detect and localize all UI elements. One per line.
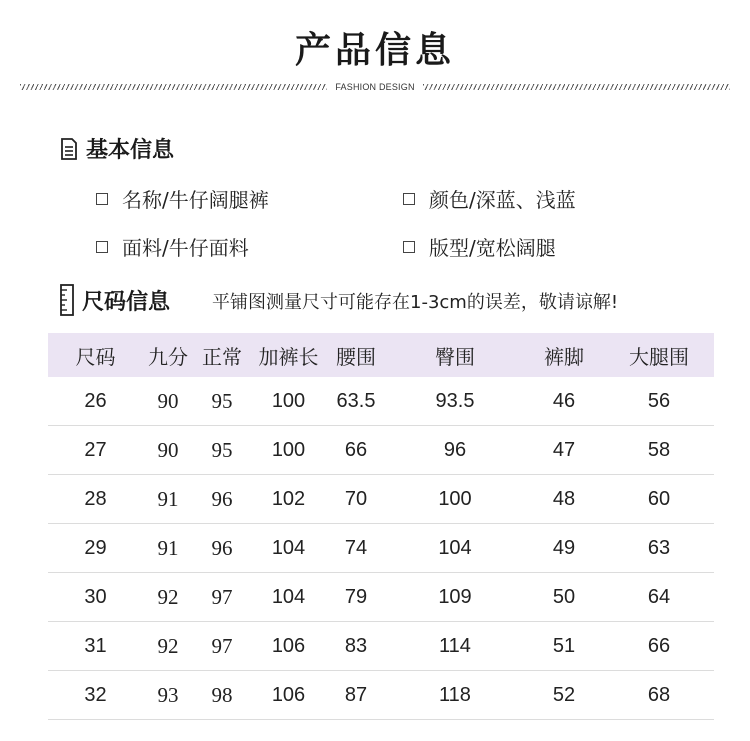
table-cell: 100 [386,475,524,524]
info-item-text: 名称/牛仔阔腿裤 [122,188,269,212]
table-cell: 28 [48,475,143,524]
table-cell: 91 [143,475,193,524]
table-cell: 56 [604,377,714,426]
table-cell: 66 [326,426,386,475]
table-cell: 100 [251,377,326,426]
size-note: 平铺图测量尺寸可能存在1-3cm的误差，敬请谅解! [212,292,619,313]
table-cell: 29 [48,524,143,573]
column-header: 大腿围 [604,333,714,377]
column-header: 加裤长 [251,333,326,377]
checkbox-icon [403,241,415,253]
table-cell: 70 [326,475,386,524]
table-cell: 106 [251,671,326,720]
column-header: 九分 [143,333,193,377]
table-row [48,671,714,720]
table-header-row [48,333,714,377]
checkbox-icon [403,193,415,205]
table-row [48,573,714,622]
info-item-name [96,184,269,213]
size-info-heading [60,284,170,316]
table-cell: 90 [143,377,193,426]
table-cell: 100 [251,426,326,475]
table-cell: 63 [604,524,714,573]
table-cell: 52 [524,671,604,720]
table-cell: 91 [143,524,193,573]
info-item-fabric [96,232,249,261]
basic-info-heading-text: 基本信息 [86,138,175,163]
table-cell: 114 [386,622,524,671]
table-cell: 90 [143,426,193,475]
table-cell: 30 [48,573,143,622]
table-cell: 66 [604,622,714,671]
table-cell: 74 [326,524,386,573]
size-table [48,333,714,720]
table-row [48,622,714,671]
table-cell: 95 [193,426,251,475]
table-cell: 97 [193,622,251,671]
decorative-divider [20,80,730,94]
table-cell: 98 [193,671,251,720]
table-cell: 68 [604,671,714,720]
table-cell: 49 [524,524,604,573]
table-cell: 102 [251,475,326,524]
table-cell: 87 [326,671,386,720]
table-cell: 109 [386,573,524,622]
info-item-color [403,184,576,213]
basic-info-heading [60,133,174,164]
table-cell: 26 [48,377,143,426]
info-item-text: 版型/宽松阔腿 [429,236,556,260]
checkbox-icon [96,193,108,205]
table-cell: 93 [143,671,193,720]
table-cell: 104 [251,524,326,573]
column-header: 裤脚 [524,333,604,377]
table-cell: 47 [524,426,604,475]
column-header: 臀围 [386,333,524,377]
table-cell: 32 [48,671,143,720]
table-cell: 96 [193,524,251,573]
checkbox-icon [96,241,108,253]
table-cell: 58 [604,426,714,475]
column-header: 尺码 [48,333,143,377]
size-info-heading-text: 尺码信息 [82,289,171,315]
table-cell: 46 [524,377,604,426]
info-item-text: 面料/牛仔面料 [122,236,249,260]
info-item-fit [403,232,556,261]
info-item-text: 颜色/深蓝、浅蓝 [429,188,576,212]
page-title: 产品信息 [294,30,455,71]
table-cell: 96 [193,475,251,524]
ruler-icon [60,284,74,316]
column-header: 腰围 [326,333,386,377]
table-cell: 97 [193,573,251,622]
table-cell: 118 [386,671,524,720]
table-cell: 106 [251,622,326,671]
table-cell: 63.5 [326,377,386,426]
table-cell: 104 [386,524,524,573]
table-cell: 27 [48,426,143,475]
document-icon [60,138,78,160]
table-cell: 60 [604,475,714,524]
table-cell: 64 [604,573,714,622]
table-cell: 92 [143,573,193,622]
table-row [48,377,714,426]
table-row [48,475,714,524]
column-header: 正常 [193,333,251,377]
table-cell: 92 [143,622,193,671]
divider-label: FASHION DESIGN [335,82,415,92]
table-row [48,426,714,475]
table-cell: 93.5 [386,377,524,426]
hatch-line-right [423,84,730,90]
table-cell: 83 [326,622,386,671]
table-row [48,524,714,573]
table-cell: 104 [251,573,326,622]
table-cell: 95 [193,377,251,426]
table-cell: 51 [524,622,604,671]
hatch-line-left [20,84,327,90]
table-cell: 79 [326,573,386,622]
table-cell: 96 [386,426,524,475]
table-cell: 31 [48,622,143,671]
table-cell: 48 [524,475,604,524]
table-cell: 50 [524,573,604,622]
